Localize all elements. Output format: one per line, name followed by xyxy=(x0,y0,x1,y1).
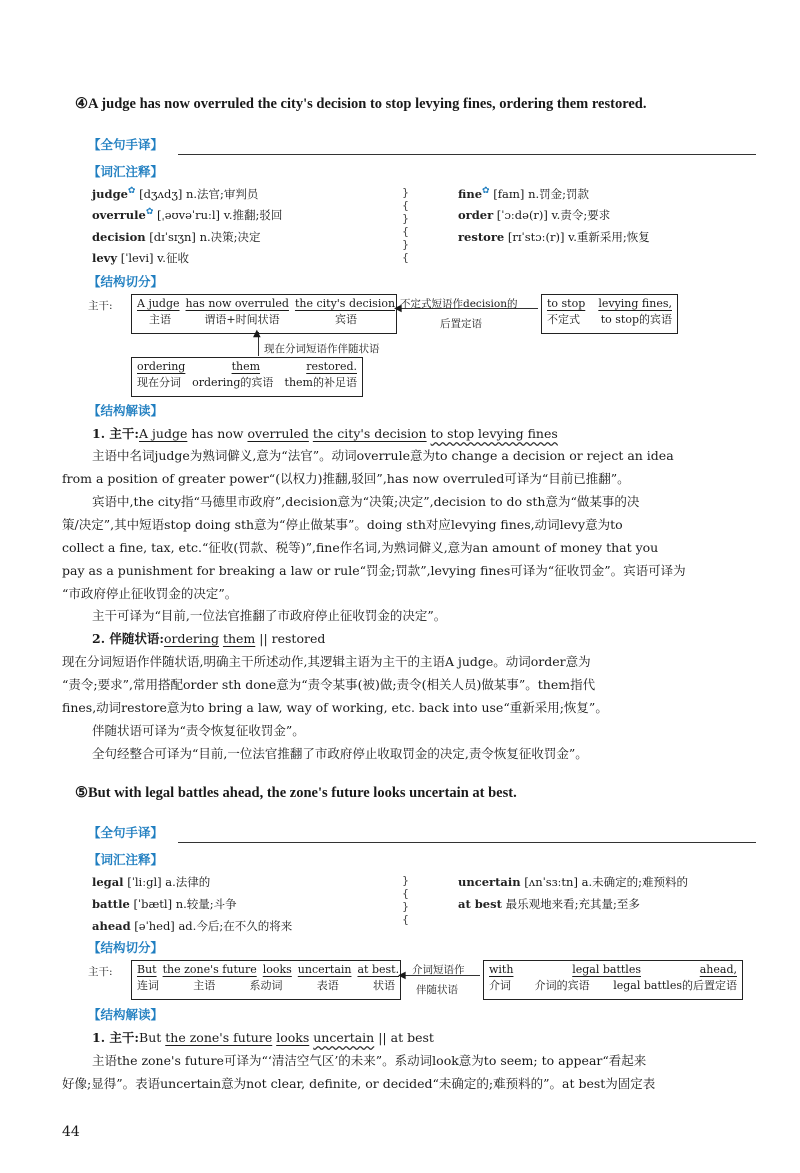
vocab-item: judge✿ [dʒʌdʒ] n.法官;审判员 xyxy=(92,186,259,201)
arrow-line xyxy=(402,975,480,976)
paragraph-line: fines,动词restore意为to bring a law, way of working, etc. back into use“重新采用;恢复”。 xyxy=(62,700,608,715)
paragraph-line: 主干可译为“目前,一位法官推翻了市政府停止征收罚金的决定”。 xyxy=(92,608,447,623)
arrow-note: 不定式短语作decision的 xyxy=(400,298,518,310)
paragraph-line: from a position of greater power“(以权力)推翻,驳回”,has now overruled可译为“目前已推翻”。 xyxy=(62,471,630,486)
vocab-tag: 【词汇注释】 xyxy=(88,852,164,867)
vocab-word: at best xyxy=(458,897,502,911)
arrow-note-2: 后置定语 xyxy=(440,318,482,330)
vocab-item: uncertain [ʌnˈsɜːtn] a.未确定的;难预料的 xyxy=(458,875,688,889)
arrow-left-icon: ◀ xyxy=(394,303,402,314)
paragraph-line: 现在分词短语作伴随状语,明确主干所述动作,其逻辑主语为主干的主语A judge。动词order意为 xyxy=(62,654,591,669)
arrow-note-2: 伴随状语 xyxy=(416,984,458,996)
star-icon: ✿ xyxy=(127,186,136,197)
vocab-word: battle xyxy=(92,897,130,911)
paragraph-line: “责令;要求”,常用搭配order sth done意为“责令某事(被)做;责令(相关人员)做某事”。them指代 xyxy=(62,677,596,692)
vocab-word: restore xyxy=(458,230,505,244)
paragraph-line: pay as a punishment for breaking a law or rule“罚金;罚款”,levying fines可译为“征收罚金”。宾语可译为 xyxy=(62,563,686,578)
vocab-item: levy [ˈlevi] v.征收 xyxy=(92,251,189,265)
vocab-word: fine xyxy=(458,187,483,201)
vocab-item: order [ˈɔːdə(r)] v.责令;要求 xyxy=(458,208,611,222)
vocab-item: legal [ˈliːgl] a.法律的 xyxy=(92,875,211,889)
wavy-divider: } { } { } { xyxy=(402,186,409,264)
vocab-item: restore [rɪˈstɔː(r)] v.重新采用;恢复 xyxy=(458,230,650,244)
main-clause-box: But the zone's future looks uncertain at best. 连词 主语 系动词 表语 状语 xyxy=(131,960,401,1000)
structure-tag: 【结构切分】 xyxy=(88,274,164,289)
vocab-item: ahead [əˈhed] ad.今后;在不久的将来 xyxy=(92,919,293,933)
vocab-word: decision xyxy=(92,230,146,244)
prep-phrase-box: with legal battles ahead, 介词 介词的宾语 legal battles的后置定语 xyxy=(483,960,743,1000)
vocab-word: legal xyxy=(92,875,124,889)
star-icon: ✿ xyxy=(482,186,490,197)
star-icon: ✿ xyxy=(145,207,154,218)
wavy-divider: } { } { xyxy=(402,874,409,926)
vocab-word: ahead xyxy=(92,919,131,933)
translate-tag: 【全句手译】 xyxy=(88,825,164,840)
vocab-word: overrule xyxy=(92,208,146,222)
paragraph-line: 主语中名词judge为熟词僻义,意为“法官”。动词overrule意为to change a decision or reject an idea xyxy=(92,448,674,463)
analysis-tag: 【结构解读】 xyxy=(88,403,164,418)
paragraph-line: 好像;显得”。表语uncertain意为not clear, definite, or decided“未确定的;难预料的”。at best为固定表 xyxy=(62,1076,656,1091)
vocab-item: decision [dɪˈsɪʒn] n.决策;决定 xyxy=(92,230,261,244)
participle-box: ordering them restored. 现在分词 ordering的宾语 them的补足语 xyxy=(131,357,363,397)
paragraph-line: 宾语中,the city指“马德里市政府”,decision意为“决策;决定”,decision to do sth意为“做某事的决 xyxy=(92,494,640,509)
arrow-line xyxy=(398,308,538,309)
paragraph-line: 主语the zone's future可译为“‘清洁空气区’的未来”。系动词look意为to seem; to appear“看起来 xyxy=(92,1053,647,1068)
vocab-item: overrule✿ [ˌəʊvəˈruːl] v.推翻;驳回 xyxy=(92,207,283,222)
translate-line[interactable] xyxy=(178,842,756,843)
paragraph-line: “市政府停止征收罚金的决定”。 xyxy=(62,586,238,601)
vocab-word: levy xyxy=(92,251,118,265)
main-label: 主干: xyxy=(88,966,113,978)
analysis-line: 1. 主干:A judge has now overruled the city's decision to stop levying fines xyxy=(92,426,558,441)
up-note: 现在分词短语作伴随状语 xyxy=(264,343,380,355)
structure-tag: 【结构切分】 xyxy=(88,940,164,955)
analysis-tag: 【结构解读】 xyxy=(88,1007,164,1022)
sentence-5-heading: ⑤But with legal battles ahead, the zone's future looks uncertain at best. xyxy=(75,785,517,801)
arrow-left-icon: ◀ xyxy=(398,970,406,981)
arrow-note: 介词短语作 xyxy=(412,964,465,976)
vocab-word: judge xyxy=(92,187,128,201)
analysis-line: 2. 伴随状语:ordering them || restored xyxy=(92,631,326,646)
vocab-item: fine✿ [faɪn] n.罚金;罚款 xyxy=(458,186,590,201)
arrow-up-icon: ▲ xyxy=(253,328,261,339)
vocab-word: uncertain xyxy=(458,875,521,889)
analysis-line: 1. 主干:But the zone's future looks uncertain || at best xyxy=(92,1030,434,1045)
vocab-item: at best 最乐观地来看;充其量;至多 xyxy=(458,897,640,911)
paragraph-line: collect a fine, tax, etc.“征收(罚款、税等)”,fine作名词,为熟词僻义,意为an amount of money that you xyxy=(62,540,659,555)
paragraph-line: 伴随状语可译为“责令恢复征收罚金”。 xyxy=(92,723,305,738)
main-clause-box: A judge has now overruled the city's decision 主语 谓语+时间状语 宾语 xyxy=(131,294,397,334)
paragraph-line: 全句经整合可译为“目前,一位法官推翻了市政府停止收取罚金的决定,责令恢复征收罚金”。 xyxy=(92,746,588,761)
vocab-word: order xyxy=(458,208,494,222)
vocab-item: battle [ˈbætl] n.较量;斗争 xyxy=(92,897,237,911)
vocab-tag: 【词汇注释】 xyxy=(88,164,164,179)
sentence-4-heading: ④A judge has now overruled the city's decision to stop levying fines, ordering them restored. xyxy=(75,96,647,112)
page-number: 44 xyxy=(62,1124,80,1140)
translate-line[interactable] xyxy=(178,154,756,155)
translate-tag: 【全句手译】 xyxy=(88,137,164,152)
paragraph-line: 策/决定”,其中短语stop doing sth意为“停止做某事”。doing sth对应levying fines,动词levy意为to xyxy=(62,517,623,532)
infinitive-box: to stop levying fines, 不定式 to stop的宾语 xyxy=(541,294,678,334)
main-label: 主干: xyxy=(88,300,113,312)
